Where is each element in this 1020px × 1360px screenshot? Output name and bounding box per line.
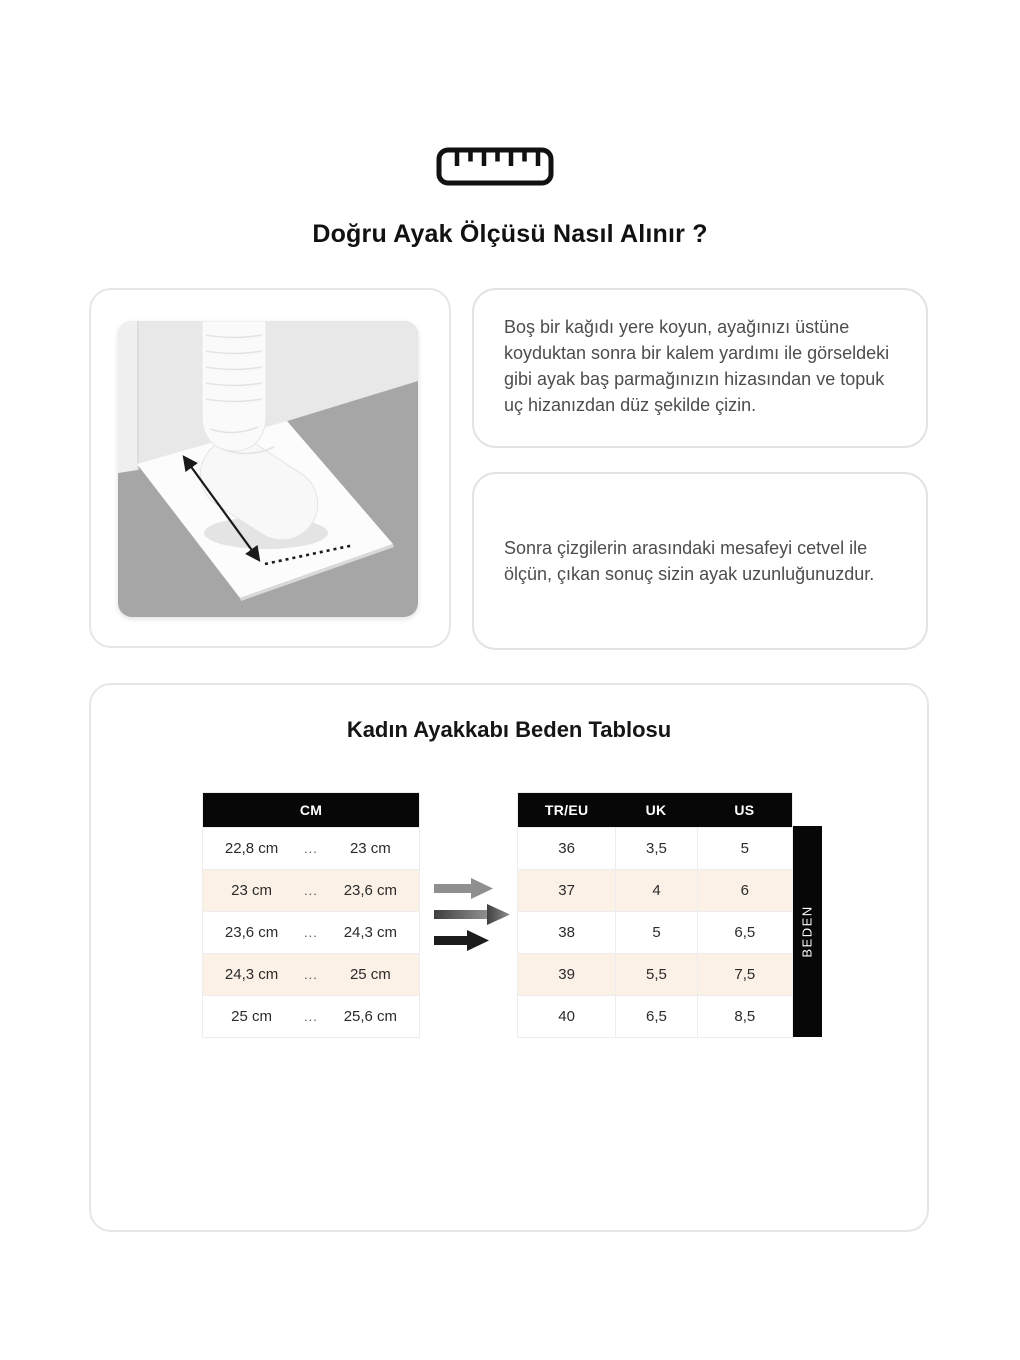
instruction-step-1-text: Boş bir kağıdı yere koyun, ayağınızı üstüne koyduktan sonra bir kalem yardımı ile görseldeki gibi ayak baş parmağınızın hizasından ve topuk uç hizanızdan düz şekilde çizin.	[504, 317, 890, 415]
conversion-table	[517, 792, 793, 1038]
page-title: Doğru Ayak Ölçüsü Nasıl Alınır ?	[312, 220, 708, 248]
conversion-arrows-icon	[434, 878, 514, 952]
instruction-step-1	[472, 288, 928, 448]
col-header-uk: UK	[645, 802, 667, 818]
cm-table-row: 22,8 cm ... 23 cm	[203, 827, 419, 869]
measurement-photo-card	[89, 288, 451, 648]
col-header-tr-eu: TR/EU	[544, 802, 589, 818]
conversion-table-row: 37 4 6	[518, 869, 792, 911]
conversion-table-header	[518, 793, 792, 827]
instruction-step-2-text: Sonra çizgilerin arasındaki mesafeyi cetvel ile ölçün, çıkan sonuç sizin ayak uzunluğunuzdur.	[504, 538, 875, 584]
cm-table-header: CM	[203, 793, 419, 827]
cm-table-row: 23,6 cm ... 24,3 cm	[203, 911, 419, 953]
size-table-card	[89, 683, 929, 1232]
cm-table	[202, 792, 420, 1038]
beden-vertical-label: BEDEN	[793, 826, 822, 1037]
cm-table-row: 24,3 cm ... 25 cm	[203, 953, 419, 995]
conversion-table-row: 36 3,5 5	[518, 827, 792, 869]
cm-table-row: 23 cm ... 23,6 cm	[203, 869, 419, 911]
foot-measurement-photo	[118, 321, 418, 617]
conversion-table-row: 40 6,5 8,5	[518, 995, 792, 1037]
cm-table-row: 25 cm ... 25,6 cm	[203, 995, 419, 1037]
conversion-table-row: 39 5,5 7,5	[518, 953, 792, 995]
col-header-us: US	[734, 802, 755, 818]
ruler-icon	[435, 146, 555, 188]
instruction-step-2	[472, 472, 928, 650]
size-table-title: Kadın Ayakkabı Beden Tablosu	[346, 717, 672, 742]
conversion-table-row: 38 5 6,5	[518, 911, 792, 953]
